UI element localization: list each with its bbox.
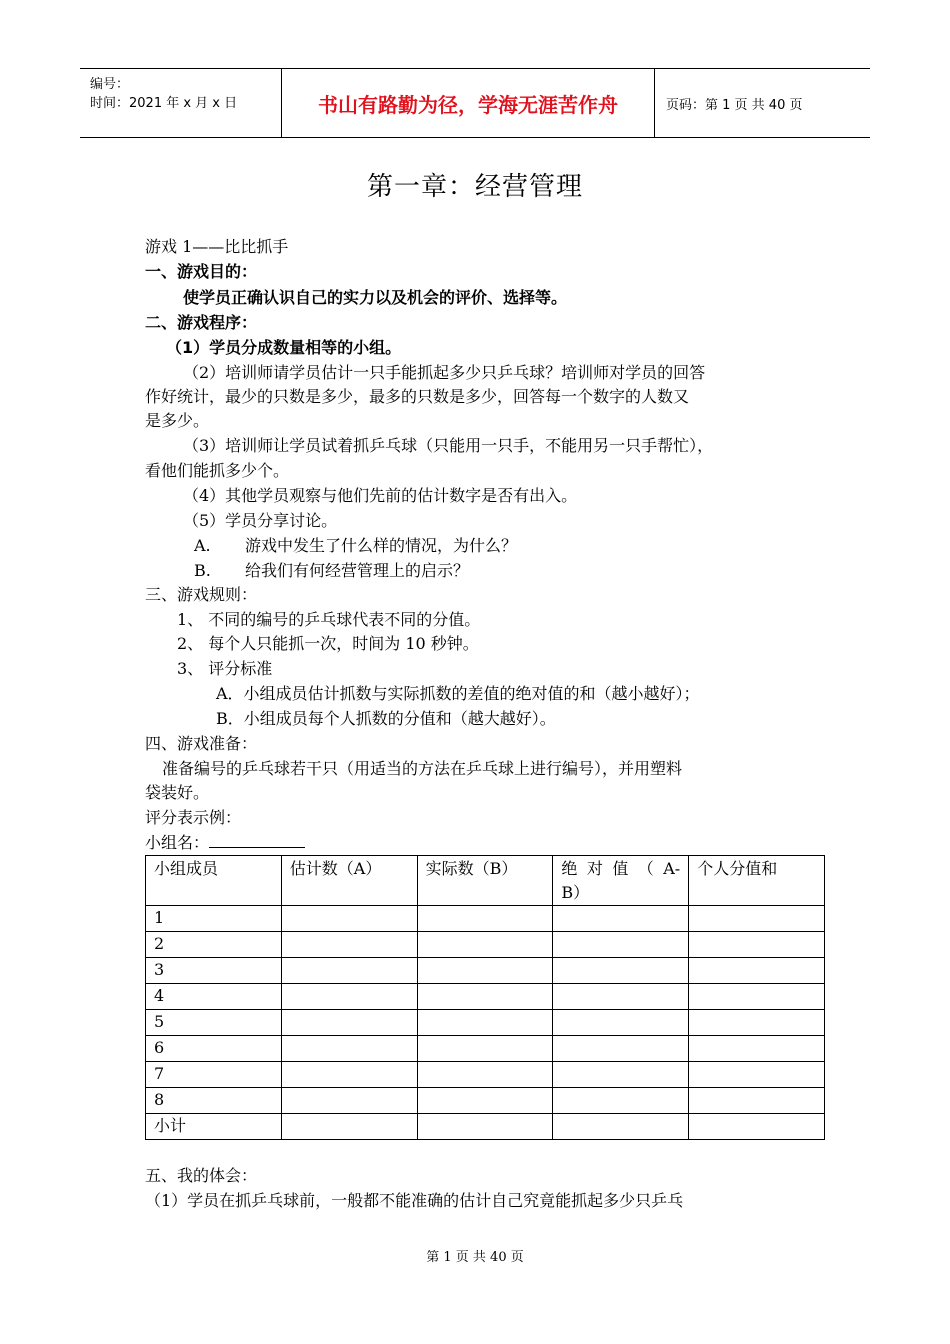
- table-cell[interactable]: [281, 906, 417, 932]
- row-label: 8: [146, 1088, 282, 1114]
- row-label: 小计: [146, 1114, 282, 1140]
- group-name-line: [145, 831, 305, 854]
- table-cell[interactable]: [689, 984, 825, 1010]
- row-label: 2: [146, 932, 282, 958]
- table-cell[interactable]: [281, 958, 417, 984]
- table-cell[interactable]: [281, 1088, 417, 1114]
- table-cell[interactable]: [689, 1088, 825, 1114]
- document-header: [80, 68, 870, 138]
- table-cell[interactable]: [689, 958, 825, 984]
- section-5-heading: 五、我的体会：: [145, 1166, 258, 1185]
- page-footer: 第 1 页 共 40 页: [426, 1250, 524, 1265]
- step-5: （5）学员分享讨论。: [183, 511, 338, 530]
- table-cell[interactable]: [689, 1010, 825, 1036]
- section-1-text: 使学员正确认识自己的实力以及机会的评价、选择等。: [183, 288, 568, 307]
- table-header-row: [146, 856, 825, 906]
- row-label: 3: [146, 958, 282, 984]
- table-cell[interactable]: [553, 1114, 689, 1140]
- table-cell[interactable]: [689, 1062, 825, 1088]
- col-estimate: 估计数（A）: [281, 856, 417, 906]
- table-cell[interactable]: [689, 1114, 825, 1140]
- table-cell[interactable]: [281, 1062, 417, 1088]
- step-2-line-3: 是多少。: [145, 411, 210, 430]
- section-1-heading: 一、游戏目的：: [145, 262, 258, 281]
- table-row: [146, 1036, 825, 1062]
- step-3-line-2: 看他们能抓多少个。: [145, 461, 290, 480]
- step-2-line-2: 作好统计，最少的只数是多少，最多的只数是多少，回答每一个数字的人数又: [145, 387, 690, 406]
- score-example-label: 评分表示例：: [145, 808, 242, 827]
- header-motto: 书山有路勤为径，学海无涯苦作舟: [281, 69, 655, 137]
- table-cell[interactable]: [281, 1114, 417, 1140]
- table-cell[interactable]: [281, 932, 417, 958]
- group-name-label: 小组名：: [145, 833, 210, 852]
- rule-b: B．小组成员每个人抓数的分值和（越大越好）。: [216, 709, 556, 728]
- rule-1: 1、 不同的编号的乒乓球代表不同的分值。: [177, 610, 481, 629]
- table-cell[interactable]: [281, 1010, 417, 1036]
- table-row-subtotal: [146, 1114, 825, 1140]
- question-b-text: 给我们有何经营管理上的启示？: [245, 561, 470, 580]
- table-cell[interactable]: [689, 1036, 825, 1062]
- table-row: [146, 906, 825, 932]
- row-label: 1: [146, 906, 282, 932]
- table-cell[interactable]: [281, 984, 417, 1010]
- table-cell[interactable]: [417, 1114, 553, 1140]
- table-cell[interactable]: [417, 906, 553, 932]
- score-table: [145, 855, 825, 1140]
- table-cell[interactable]: [417, 958, 553, 984]
- table-row: [146, 1062, 825, 1088]
- question-a-letter: A.: [194, 536, 211, 555]
- row-label: 5: [146, 1010, 282, 1036]
- row-label: 6: [146, 1036, 282, 1062]
- table-row: [146, 984, 825, 1010]
- game-title: 游戏 1——比比抓手: [145, 237, 289, 256]
- table-row: [146, 1010, 825, 1036]
- col-absolute: 绝 对 值 （ A- B）: [553, 856, 689, 906]
- step-3-line-1: （3）培训师让学员试着抓乒乓球（只能用一只手，不能用另一只手帮忙），: [183, 436, 714, 455]
- time-label: 时间：2021 年 x 月 x 日: [90, 96, 238, 111]
- row-label: 7: [146, 1062, 282, 1088]
- table-cell[interactable]: [553, 984, 689, 1010]
- table-cell[interactable]: [689, 932, 825, 958]
- rule-3: 3、 评分标准: [177, 659, 273, 678]
- prep-line-2: 袋装好。: [145, 783, 210, 802]
- prep-line-1: 准备编号的乒乓球若干只（用适当的方法在乒乓球上进行编号），并用塑料: [162, 759, 683, 778]
- table-row: [146, 1088, 825, 1114]
- section-4-heading: 四、游戏准备：: [145, 734, 258, 753]
- table-cell[interactable]: [553, 1088, 689, 1114]
- table-cell[interactable]: [417, 1036, 553, 1062]
- table-cell[interactable]: [281, 1036, 417, 1062]
- row-label: 4: [146, 984, 282, 1010]
- table-cell[interactable]: [553, 1036, 689, 1062]
- table-row: [146, 958, 825, 984]
- header-page-code: 页码：第 1 页 共 40 页: [666, 97, 803, 113]
- question-b-letter: B.: [194, 561, 211, 580]
- header-meta: [80, 69, 280, 137]
- step-1: （1）学员分成数量相等的小组。: [166, 338, 402, 357]
- table-cell[interactable]: [417, 932, 553, 958]
- chapter-title: 第一章：经营管理: [366, 172, 583, 202]
- group-name-blank: [209, 831, 305, 848]
- section-2-heading: 二、游戏程序：: [145, 313, 258, 332]
- table-cell[interactable]: [553, 932, 689, 958]
- reflection-line-1: （1）学员在抓乒乓球前，一般都不能准确的估计自己究竟能抓起多少只乒乓: [145, 1191, 684, 1210]
- table-cell[interactable]: [553, 958, 689, 984]
- step-2-line-1: （2）培训师请学员估计一只手能抓起多少只乒乓球？培训师对学员的回答: [183, 363, 706, 382]
- table-cell[interactable]: [553, 906, 689, 932]
- number-label: 编号：: [90, 77, 130, 92]
- col-member: 小组成员: [146, 856, 282, 906]
- rule-a: A．小组成员估计抓数与实际抓数的差值的绝对值的和（越小越好）；: [216, 684, 700, 703]
- table-cell[interactable]: [553, 1062, 689, 1088]
- section-3-heading: 三、游戏规则：: [145, 585, 258, 604]
- question-a-text: 游戏中发生了什么样的情况，为什么？: [245, 536, 518, 555]
- col-actual: 实际数（B）: [417, 856, 553, 906]
- table-cell[interactable]: [689, 906, 825, 932]
- table-cell[interactable]: [417, 984, 553, 1010]
- table-cell[interactable]: [553, 1010, 689, 1036]
- col-score: 个人分值和: [689, 856, 825, 906]
- rule-2: 2、 每个人只能抓一次，时间为 10 秒钟。: [177, 634, 479, 653]
- step-4: （4）其他学员观察与他们先前的估计数字是否有出入。: [183, 486, 578, 505]
- table-cell[interactable]: [417, 1062, 553, 1088]
- table-cell[interactable]: [417, 1010, 553, 1036]
- table-cell[interactable]: [417, 1088, 553, 1114]
- table-row: [146, 932, 825, 958]
